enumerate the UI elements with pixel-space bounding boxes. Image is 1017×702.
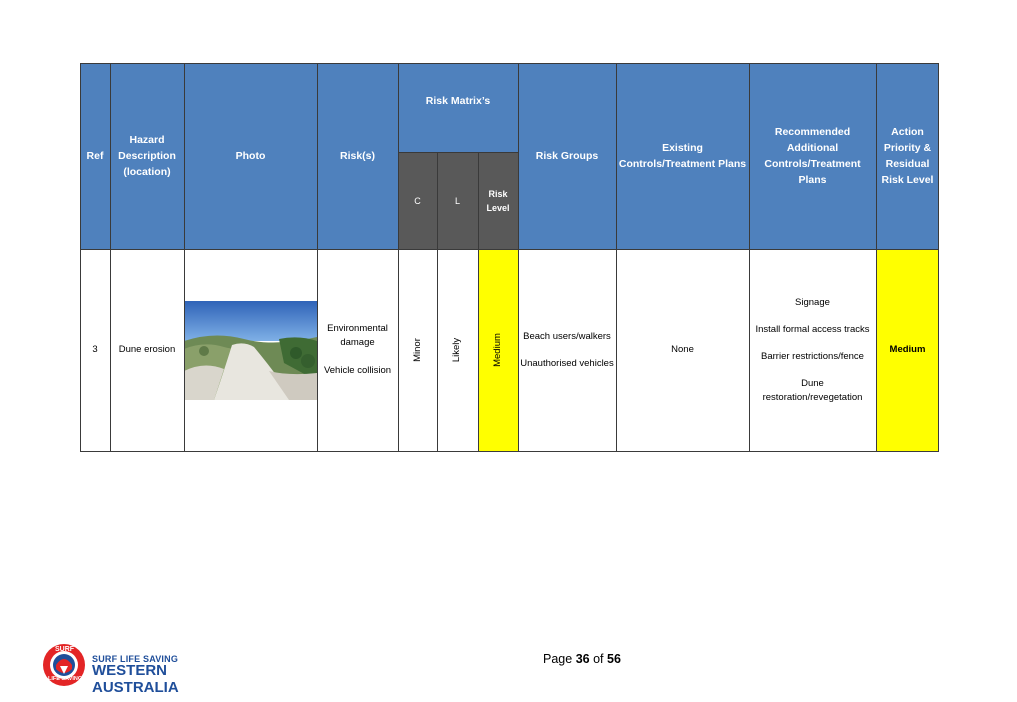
header-risk-matrix-label: Risk Matrix’s bbox=[425, 95, 491, 107]
header-recommended-line1: Recommended Additional bbox=[774, 126, 851, 154]
surf-life-saving-logo bbox=[42, 643, 222, 696]
header-ref bbox=[80, 63, 110, 249]
row-risk-1-line1: Environmental bbox=[327, 323, 388, 334]
row-consequence bbox=[398, 249, 437, 451]
row-risk-groups-spacer bbox=[520, 344, 613, 357]
row-likelihood bbox=[437, 249, 478, 451]
header-recommended bbox=[749, 63, 876, 249]
row-likelihood-value: Likely bbox=[451, 337, 463, 363]
header-hazard-line3: (location) bbox=[123, 166, 171, 178]
row-rec-1: Signage bbox=[795, 296, 830, 308]
row-rec-spacer-2 bbox=[755, 337, 869, 350]
grid-v3 bbox=[317, 63, 318, 452]
row-hazard bbox=[110, 249, 184, 451]
header-action-line1: Action bbox=[891, 126, 924, 138]
row-action-value: Medium bbox=[889, 344, 926, 355]
grid-v8 bbox=[616, 63, 617, 452]
row-risk-group-1: Beach users/walkers bbox=[523, 330, 611, 342]
row-risk-groups bbox=[518, 249, 616, 451]
header-risk-groups bbox=[518, 63, 616, 249]
row-rec-4-line1: Dune bbox=[801, 377, 824, 389]
row-consequence-value: Minor bbox=[411, 338, 423, 362]
header-l-label: L bbox=[454, 195, 460, 206]
row-action bbox=[876, 249, 939, 451]
grid-v0 bbox=[80, 63, 81, 452]
row-existing bbox=[616, 249, 749, 451]
header-ref-label: Ref bbox=[86, 150, 104, 162]
grid-v5 bbox=[437, 152, 438, 452]
grid-v6 bbox=[478, 152, 479, 452]
page-of: of bbox=[593, 652, 604, 666]
row-hazard-value: Dune erosion bbox=[118, 344, 176, 355]
grid-header-bottom bbox=[80, 249, 939, 250]
logo-line1: SURF LIFE SAVING bbox=[92, 654, 179, 664]
header-risks-label: Risk(s) bbox=[339, 150, 375, 162]
logo-ring-bottom-text: LIFE SAVING bbox=[48, 676, 83, 682]
row-risk-level bbox=[478, 249, 518, 451]
header-hazard bbox=[110, 63, 184, 249]
row-risk-1-line2: damage bbox=[340, 337, 375, 348]
header-existing-line2: Controls/Treatment Plans bbox=[618, 158, 747, 170]
row-rec-4-line2: restoration/revegetation bbox=[762, 391, 863, 403]
header-photo-label: Photo bbox=[235, 150, 266, 162]
row-existing-value: None bbox=[671, 344, 694, 355]
grid-top bbox=[80, 63, 939, 64]
page-current: 36 bbox=[575, 652, 590, 666]
header-risk-level-line1: Risk bbox=[488, 188, 508, 199]
grid-v10 bbox=[876, 63, 877, 452]
header-risk-level bbox=[478, 152, 518, 249]
header-hazard-line1: Hazard bbox=[129, 134, 165, 146]
row-risk-spacer bbox=[324, 350, 391, 364]
header-risks bbox=[317, 63, 398, 249]
grid-v1 bbox=[110, 63, 111, 452]
page-prefix: Page bbox=[543, 652, 573, 666]
header-risk-level-line2: Level bbox=[486, 202, 510, 213]
header-existing bbox=[616, 63, 749, 249]
row-ref bbox=[80, 249, 110, 451]
header-action-line4: Risk Level bbox=[881, 174, 934, 186]
row-ref-value: 3 bbox=[92, 344, 98, 355]
header-action bbox=[876, 63, 939, 249]
grid-v2 bbox=[184, 63, 185, 452]
grid-v11 bbox=[938, 63, 939, 452]
row-risk-2: Vehicle collision bbox=[323, 365, 392, 376]
row-rec-2: Install formal access tracks bbox=[755, 323, 870, 335]
grid-v4 bbox=[398, 63, 399, 452]
logo-line2: WESTERN AUSTRALIA bbox=[92, 662, 179, 696]
header-existing-line1: Existing bbox=[662, 142, 703, 154]
dune-photo bbox=[184, 301, 317, 400]
header-recommended-line2: Controls/Treatment Plans bbox=[764, 158, 861, 186]
row-rec-3: Barrier restrictions/fence bbox=[761, 350, 864, 362]
row-risk-group-2: Unauthorised vehicles bbox=[520, 357, 614, 369]
row-risks bbox=[317, 249, 398, 451]
header-hazard-line2: Description bbox=[118, 150, 176, 162]
grid-bottom bbox=[80, 451, 939, 452]
header-c-label: C bbox=[414, 195, 421, 206]
grid-matrix-split bbox=[398, 152, 518, 153]
logo-ring-top-text: SURF bbox=[55, 646, 75, 653]
header-risk-matrix bbox=[398, 63, 518, 152]
row-recommended bbox=[749, 249, 876, 451]
row-photo bbox=[184, 249, 317, 451]
row-risk-level-value: Medium bbox=[491, 333, 503, 367]
page-total: 56 bbox=[607, 652, 621, 666]
grid-v7 bbox=[518, 63, 519, 452]
header-photo bbox=[184, 63, 317, 249]
header-likelihood bbox=[437, 152, 478, 249]
page-number bbox=[543, 652, 621, 666]
header-action-line2: Priority & bbox=[883, 142, 932, 154]
grid-v9 bbox=[749, 63, 750, 452]
header-action-line3: Residual bbox=[885, 158, 930, 170]
row-rec-spacer-1 bbox=[755, 310, 869, 323]
header-consequence bbox=[398, 152, 437, 249]
row-rec-spacer-3 bbox=[755, 364, 869, 377]
header-risk-groups-label: Risk Groups bbox=[535, 150, 599, 162]
